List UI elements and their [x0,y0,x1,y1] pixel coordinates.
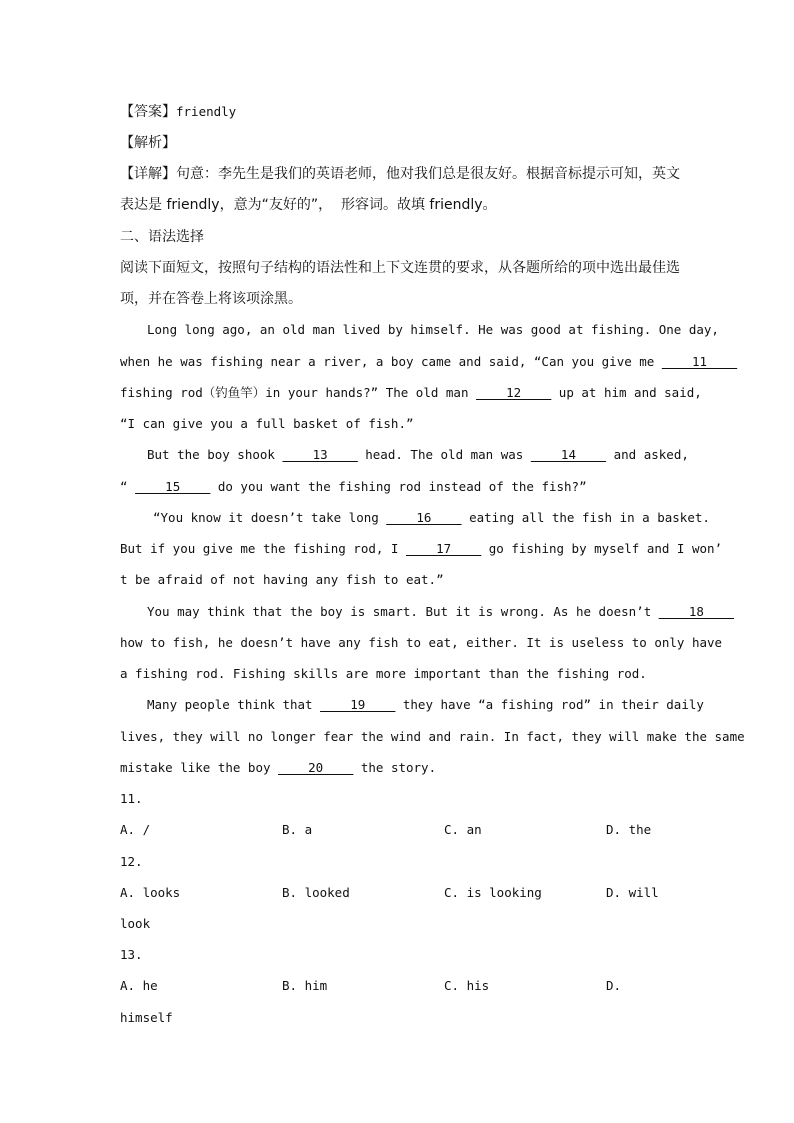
blank-11: ____11____ [661,354,738,369]
detail-label: 【详解】 [120,166,176,182]
passage-text: But if you give me the fishing rod, I [120,541,406,556]
passage-text: “ [120,479,136,494]
passage-line: how to fish, he doesn’t have any fish to eat, either. It is useless to only have [120,635,723,650]
passage-line: “I can give you a full basket of fish.” [120,416,414,431]
blank-19: ____19____ [320,697,396,712]
passage-line [147,694,704,716]
blank-16: ____16____ [386,510,462,525]
option-b[interactable]: B. looked [282,885,350,900]
blank-20: ____20____ [278,760,354,775]
blank-17: ____17____ [405,541,482,556]
blank-14: ____14____ [530,447,607,462]
passage-line: lives, they will no longer fear the wind and rain. In fact, they will make the same [120,729,745,744]
detail-text-1: 句意：李先生是我们的英语老师，他对我们总是很友好。根据音标提示可知，英文 [176,166,680,182]
passage-line [120,351,738,373]
passage-text: You may think that the boy is smart. But it is wrong. As he doesn’t [147,604,659,619]
answer-value: friendly [176,104,237,119]
analysis-label: 【解析】 [120,135,176,151]
blank-13: ____13____ [282,447,358,462]
passage-text: go fishing by myself and I won’ [481,541,723,556]
passage-text: Many people think that [147,697,321,712]
passage-text: do you want the fishing rod instead of the fish?” [210,479,587,494]
passage-line [147,444,689,466]
passage-line [120,538,723,560]
option-d[interactable]: D. will [606,885,659,900]
option-b[interactable]: B. him [282,978,328,993]
detail-text-2b: 形容词。故填 friendly。 [340,197,497,213]
answer-line [120,101,680,123]
question-number: 11. [120,791,143,806]
question-number: 12. [120,854,143,869]
passage-text: But the boy shook [147,447,283,462]
section-title: 二、语法选择 [120,229,204,245]
passage-line: a fishing rod. Fishing skills are more important than the fishing rod. [120,666,647,681]
passage-text: and asked, [606,447,689,462]
passage-line [120,757,680,779]
option-b[interactable]: B. a [282,822,313,837]
passage-text: fishing rod（钓鱼竿）in your hands?” The old man [120,385,476,400]
blank-15: ____15____ [135,479,211,494]
passage-text: when he was fishing near a river, a boy came and said, “Can you give me [120,354,662,369]
passage-text: up at him and said, [551,385,702,400]
answer-label: 【答案】 [120,104,176,120]
passage-text: the story. [353,760,437,775]
option-c[interactable]: C. an [444,822,482,837]
passage-line [147,601,735,623]
option-c[interactable]: C. is looking [444,885,542,900]
option-d[interactable]: D. [606,978,622,993]
passage-line: Long long ago, an old man lived by himself. He was good at fishing. One day, [147,322,719,337]
passage-text: mistake like the boy [120,760,279,775]
passage-line [153,507,710,529]
option-d-wrap: himself [120,1010,173,1025]
option-d-wrap: look [120,916,151,931]
blank-18: ____18____ [658,604,735,619]
passage-line [120,476,680,498]
passage-line: t be afraid of not having any fish to eat.” [120,572,444,587]
option-a[interactable]: A. he [120,978,158,993]
instruction-line-1: 阅读下面短文，按照句子结构的语法性和上下文连贯的要求，从各题所给的项中选出最佳选 [120,260,680,276]
passage-line [120,382,702,404]
question-number: 13. [120,947,143,962]
option-d[interactable]: D. the [606,822,652,837]
option-c[interactable]: C. his [444,978,490,993]
passage-text: they have “a fishing rod” in their daily [395,697,704,712]
option-a[interactable]: A. looks [120,885,181,900]
passage-text: eating all the fish in a basket. [461,510,710,525]
detail-line-2 [120,194,680,216]
detail-line-1 [120,163,680,185]
instruction-line-2: 项，并在答卷上将该项涂黑。 [120,291,302,307]
option-a[interactable]: A. / [120,822,151,837]
passage-text: head. The old man was [357,447,531,462]
passage-text: “You know it doesn’t take long [153,510,387,525]
detail-text-2a: 表达是 friendly，意为“友好的”， [120,197,333,213]
blank-12: ____12____ [476,385,552,400]
